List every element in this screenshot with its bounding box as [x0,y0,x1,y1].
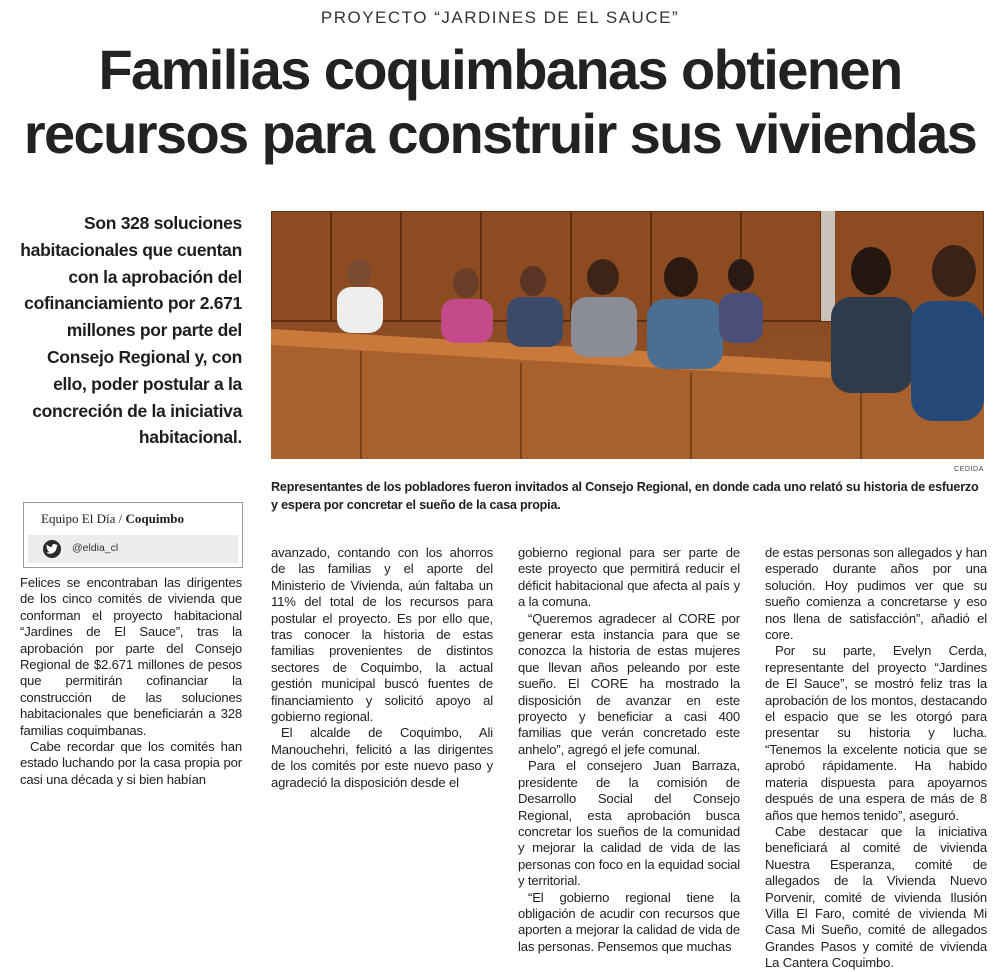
paragraph: Por su parte, Evelyn Cerda, representante del proyecto “Jardines de El Sauce”, se mostró feliz tras la aprobación de los montos, destacando el espacio que se les otorgó para presentar su historia y lucha. “Tenemos la excelente noticia que se aprobó rápidamente. Ha habido materia dispuesta para apoyarnos después de una espera de más de 8 años que hemos tenido”, aseguró. [765,643,987,823]
paragraph: Cabe destacar que la iniciativa beneficiará al comité de vivienda Nuestra Esperanza, comité de allegados de la Vivienda Nuevo Porvenir, comité de vivienda Ilusión Villa El Faro, comité de vivienda Mi Casa Mi Sueño, comité de allegados Grandes Pasos y comité de vivienda La Cantera Coquimbo. [765,823,987,971]
paragraph: Cabe recordar que los comités han estado luchando por la casa propia por casi una década y si bien habían [20,739,242,787]
photo-credit: CEDIDA [953,466,984,473]
headline-line-1: Familias coquimbanas obtienen [98,38,902,101]
byline-box [23,502,243,568]
byline-separator: / [115,511,126,526]
article-photo [271,211,984,459]
paragraph: gobierno regional para ser parte de este proyecto que permitirá reducir el déficit habitacional que afecta al país y a la comuna. [518,545,740,610]
body-column-2 [271,545,493,791]
body-column-4 [765,545,987,972]
twitter-handle: @eldia_cl [72,542,119,554]
paragraph: El alcalde de Coquimbo, Ali Manouchehri, felicitó a las dirigentes de los comités por este nuevo paso y agradeció la disposición desde el [271,725,493,790]
photo-illustration [271,211,984,459]
paragraph: “El gobierno regional tiene la obligación de acudir con recursos que aporten a mejorar la calidad de vida de las personas. Pensemos que muchas [518,889,740,954]
article-headline [0,38,1000,166]
paragraph: Para el consejero Juan Barraza, presidente de la comisión de Desarrollo Social del Consejo Regional, esta aprobación busca concretar los sueños de la comunidad y mejorar la calidad de vida de las personas con foco en la equidad social y territorial. [518,758,740,889]
paragraph: Felices se encontraban las dirigentes de los cinco comités de vivienda que conforman el proyecto habitacional “Jardines de El Sauce”, tras la aprobación por parte del Consejo Regional de $2.671 millones de pesos que permitirán cofinanciar la construcción de las soluciones habitacionales que beneficiarán a 328 familias coquimbanas. [20,575,242,738]
paragraph: avanzado, contando con los ahorros de las familias y el aporte del Ministerio de Vivienda, aún faltaba un 11% del total de los recursos para postular el proyecto. Es por ello que, tras conocer la historia de estas familias provenientes de distintos sectores de Coquimbo, la actual gestión municipal buscó fuentes de financiamiento y solicitó apoyo al gobierno regional. [271,545,493,725]
social-strip [28,535,238,563]
byline-author: Equipo El Día [41,511,116,526]
headline-line-2: recursos para construir sus viviendas [23,102,977,165]
byline-location: Coquimbo [125,511,185,526]
byline [41,511,184,527]
body-column-1 [20,575,242,788]
twitter-icon [43,540,61,558]
article-kicker: PROYECTO “JARDINES DE EL SAUCE” [320,8,680,27]
paragraph: “Queremos agradecer al CORE por generar esta instancia para que se conozca la historia de estas mujeres que llevan años peleando por este sueño. El CORE ha mostrado la disposición de avanzar en este proyecto y beneficiar a casi 400 familias que verán concretado este anhelo”, agregó el jefe comunal. [518,610,740,757]
photo-caption: Representantes de los pobladores fueron invitados al Consejo Regional, en donde cada uno relató su historia de esfuerzo y espera por concretar el sueño de la casa propia. [271,480,979,512]
body-column-3 [518,545,740,955]
article-lead: Son 328 soluciones habitacionales que cuentan con la aprobación del cofinanciamiento por 2.671 millones por parte del Consejo Regional y, con ello, poder postular a la concreción de la iniciativa habitacional. [20,213,242,448]
paragraph: de estas personas son allegados y han esperado durante años por una solución. Hoy pudimos ver que su sueño comienza a concretarse y eso nos llena de satisfacción”, añadió el core. [765,545,987,643]
